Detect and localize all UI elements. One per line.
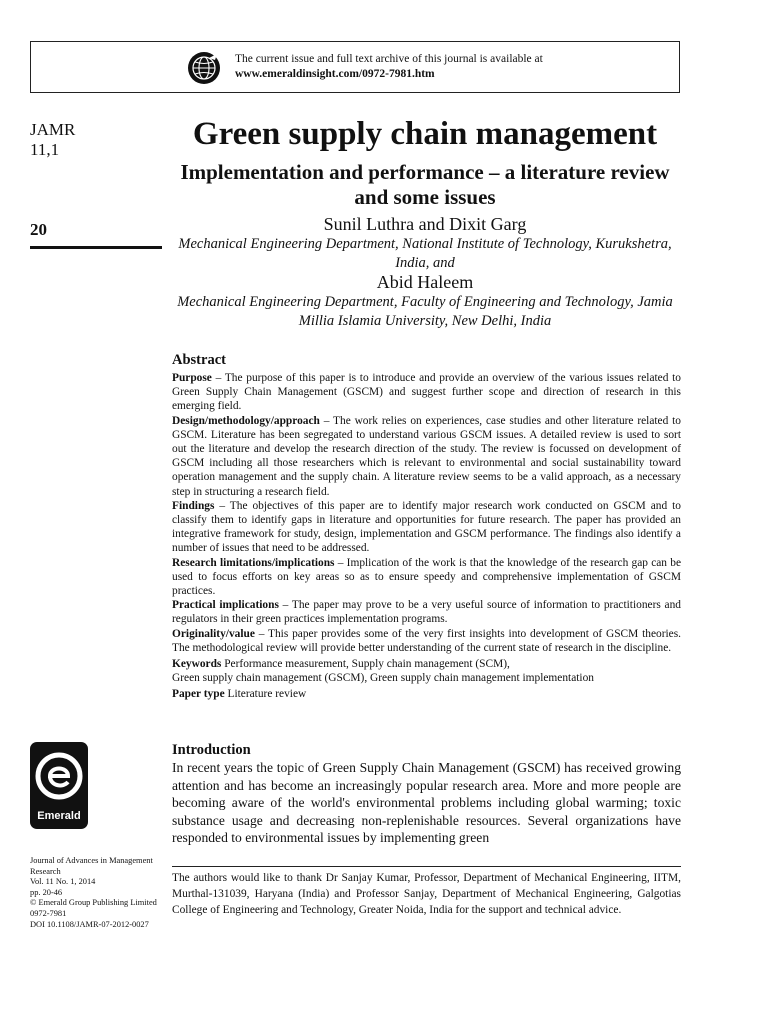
- page-number-rule: [30, 246, 162, 249]
- paper-title: Green supply chain management: [192, 116, 658, 152]
- emerald-logo-icon: [30, 742, 88, 812]
- abstract-section-text: – The paper may prove to be a very useful source of information to practitioners and regulators in their green practices implementation programs.: [172, 599, 681, 626]
- abstract-heading: Abstract: [172, 352, 226, 368]
- abstract: [172, 351, 681, 702]
- abstract-section-text: – The purpose of this paper is to introduce and provide an overview of the various issues related to Green Supply Chain Management (GSCM) and suggest further scope and direction of research in this emerging field.: [172, 372, 681, 413]
- keywords-label: Keywords: [172, 658, 222, 671]
- authors-block: [165, 214, 685, 330]
- meta-issn: 0972-7981: [30, 908, 67, 918]
- keywords-line-2: Green supply chain management (GSCM), Green supply chain management implementation: [172, 672, 594, 685]
- meta-copyright: © Emerald Group Publishing Limited: [30, 898, 157, 908]
- abstract-section-label: Practical implications: [172, 599, 279, 612]
- footnote-rule: [172, 866, 681, 867]
- meta-journal: Journal of Advances in Management Research: [30, 856, 153, 876]
- journal-code: [30, 120, 75, 160]
- abstract-section-text: – This paper provides some of the very first insights into development of GSCM theories. The methodological review will provide better understanding of the current state of research in the discipline.: [172, 627, 681, 654]
- abstract-section: [172, 556, 681, 599]
- volume-issue: 11,1: [30, 140, 60, 159]
- keywords: [172, 657, 681, 685]
- abstract-section: [172, 598, 681, 626]
- abstract-section-text: – The objectives of this paper are to identify major research work conducted on GSCM and to classify them to identify gaps in literature and opportunities for future research. The paper has provided an integrative framework for study, design, implementation and GSCM performance. The findings also identify a number of issues that need to be addressed.: [172, 499, 681, 555]
- journal-url-link[interactable]: www.emeraldinsight.com/0972-7981.htm: [235, 68, 435, 80]
- availability-text-block: [235, 52, 543, 82]
- abstract-section-text: – Implication of the work is that the knowledge of the research gap can be used to focus efforts on key areas so as to ensure speedy and comprehensive implementation of GSCM practices.: [172, 556, 681, 598]
- author-names: Abid Haleem: [376, 272, 474, 292]
- introduction-text: In recent years the topic of Green Supply Chain Management (GSCM) has received growing attention and has become an increasingly popular research area. More and more people are becoming aware of the world's environmental problems including global warming; toxic substance usage and decreasing non-replenishable resources. Several organizations have responded to environmental issues by implementing green: [172, 760, 681, 846]
- journal-availability-box: [30, 41, 680, 93]
- author-affiliation: Mechanical Engineering Department, Faculty of Engineering and Technology, Jamia Millia Islamia University, New Delhi, India: [177, 294, 673, 329]
- journal-abbrev: JAMR: [30, 120, 76, 139]
- abstract-section-label: Purpose: [172, 372, 212, 384]
- paper-type-value: Literature review: [227, 688, 307, 701]
- paper-type-label: Paper type: [172, 688, 225, 701]
- author-affiliation: Mechanical Engineering Department, National Institute of Technology, Kurukshetra, India, and: [178, 236, 672, 271]
- paper-type: [172, 687, 681, 701]
- globe-icon: [187, 51, 221, 85]
- emerald-logo-text: Emerald: [37, 810, 81, 822]
- meta-volume: Vol. 11 No. 1, 2014: [30, 877, 96, 887]
- abstract-section-label: Design/methodology/approach: [172, 414, 320, 427]
- meta-doi[interactable]: DOI 10.1108/JAMR-07-2012-0027: [30, 919, 149, 929]
- abstract-section-label: Originality/value: [172, 627, 255, 640]
- abstract-section: [172, 371, 681, 414]
- abstract-section: [172, 627, 681, 655]
- keywords-line-1: Performance measurement, Supply chain management (SCM),: [224, 658, 510, 671]
- abstract-section-text: – The work relies on experiences, case studies and other literature related to GSCM. Literature has been segregated to understand various GSCM issues. A detailed review is used to sort out the literature and develop the research direction of the study. The review is focussed on development of GSCM including all those researchers which is relevant to environmental and social sustainability toward operation management and the supply chain. A literature review seems to be a valid approach, as a necessary step in structuring a research field.: [172, 414, 681, 498]
- abstract-section: [172, 499, 681, 556]
- paper-subtitle: Implementation and performance – a literature review and some issues: [180, 160, 670, 209]
- abstract-section: [172, 414, 681, 499]
- publication-metadata: [30, 856, 168, 930]
- introduction-heading: Introduction: [172, 742, 251, 758]
- introduction: [172, 742, 681, 847]
- availability-text: The current issue and full text archive of this journal is available at: [235, 53, 543, 65]
- author-names: Sunil Luthra and Dixit Garg: [323, 214, 527, 234]
- abstract-section-label: Research limitations/implications: [172, 556, 335, 569]
- acknowledgement-footnote: The authors would like to thank Dr Sanjay Kumar, Professor, Department of Mechanical Engineering, IITM, Murthal-131039, Haryana (India) and Professor Sanjay, Department of Mechanical Engineering, Galgotias College of Engineering and Technology, Greater Noida, India for the support and technical advice.: [172, 872, 681, 917]
- emerald-logo: [30, 742, 88, 829]
- meta-pages: pp. 20-46: [30, 887, 63, 897]
- page-number: 20: [30, 220, 47, 239]
- abstract-section-label: Findings: [172, 499, 215, 512]
